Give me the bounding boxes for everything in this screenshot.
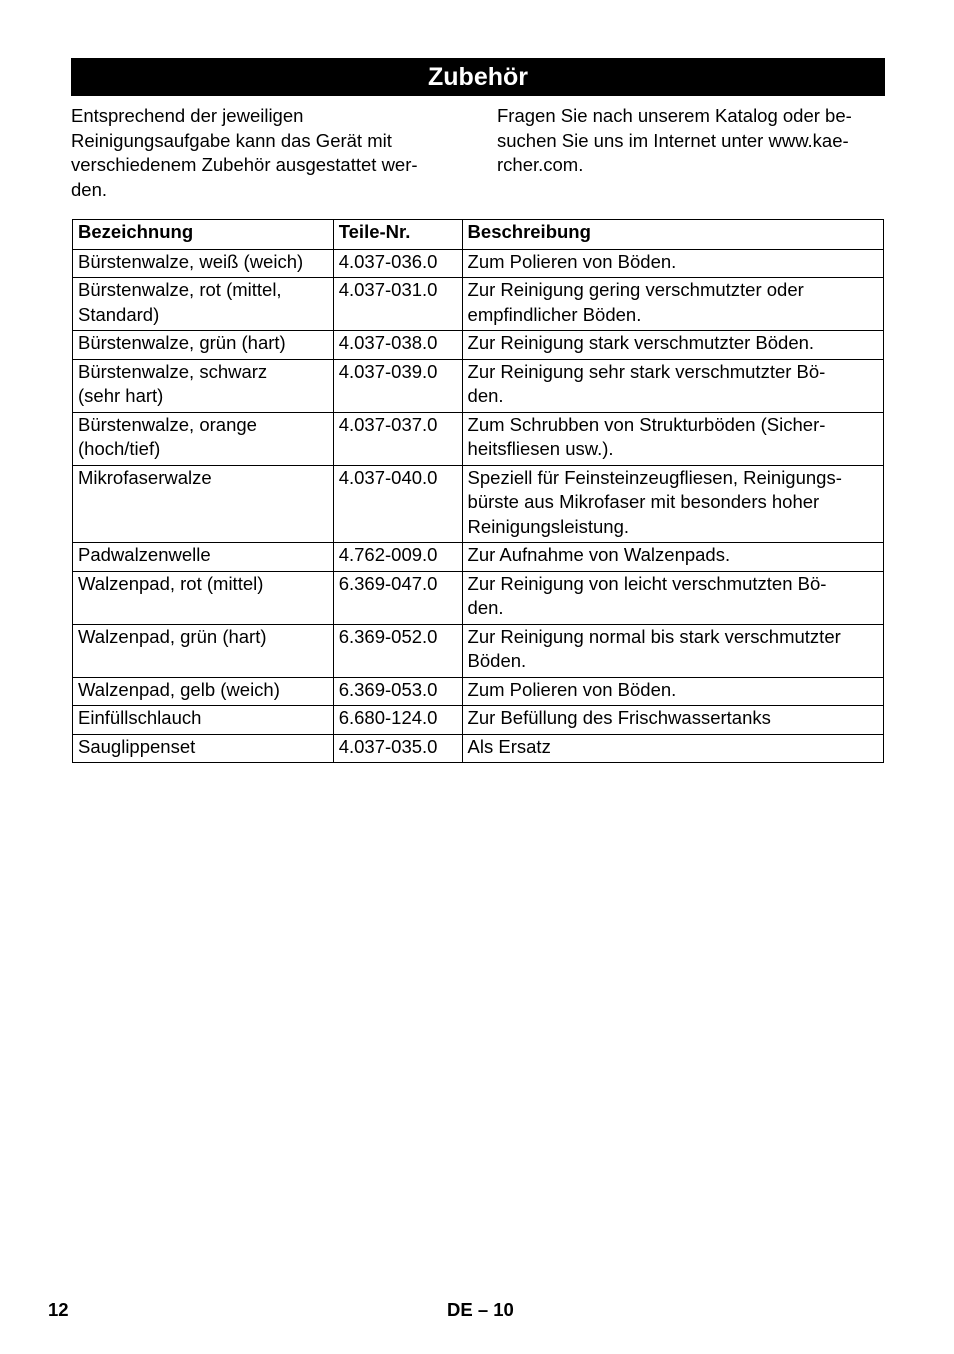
cell-part-number: 4.037-036.0 bbox=[333, 249, 462, 278]
cell-designation: Bürstenwalze, grün (hart) bbox=[73, 331, 334, 360]
cell-description: Zum Schrubben von Strukturböden (Sicher- heitsfliesen usw.). bbox=[462, 412, 883, 465]
table-row bbox=[73, 706, 884, 735]
cell-part-number: 6.680-124.0 bbox=[333, 706, 462, 735]
column-header-part-number: Teile-Nr. bbox=[333, 220, 462, 250]
cell-designation: Bürstenwalze, rot (mittel, Standard) bbox=[73, 278, 334, 331]
cell-designation: Walzenpad, gelb (weich) bbox=[73, 677, 334, 706]
intro-text-right: Fragen Sie nach unserem Katalog oder be- suchen Sie uns im Internet unter www.kae- rcher.com. bbox=[497, 105, 852, 176]
cell-description: Speziell für Feinsteinzeugfliesen, Reinigungs- bürste aus Mikrofaser mit besonders hoher Reinigungsleistung. bbox=[462, 465, 883, 543]
cell-part-number: 4.037-038.0 bbox=[333, 331, 462, 360]
page-number: 12 bbox=[48, 1299, 69, 1320]
cell-part-number: 6.369-047.0 bbox=[333, 571, 462, 624]
cell-description: Zur Befüllung des Frischwassertanks bbox=[462, 706, 883, 735]
table-row bbox=[73, 331, 884, 360]
table-row bbox=[73, 412, 884, 465]
cell-designation: Walzenpad, grün (hart) bbox=[73, 624, 334, 677]
cell-part-number: 4.762-009.0 bbox=[333, 543, 462, 572]
table-header-row bbox=[73, 220, 884, 250]
cell-description: Zur Reinigung stark verschmutzter Böden. bbox=[462, 331, 883, 360]
cell-part-number: 4.037-039.0 bbox=[333, 359, 462, 412]
column-header-description: Beschreibung bbox=[462, 220, 883, 250]
column-header-designation: Bezeichnung bbox=[73, 220, 334, 250]
table-row bbox=[73, 677, 884, 706]
table-row bbox=[73, 624, 884, 677]
cell-description: Zur Reinigung sehr stark verschmutzter Bö- den. bbox=[462, 359, 883, 412]
cell-description: Zum Polieren von Böden. bbox=[462, 249, 883, 278]
accessories-table bbox=[72, 219, 884, 763]
cell-part-number: 4.037-037.0 bbox=[333, 412, 462, 465]
cell-designation: Sauglippenset bbox=[73, 734, 334, 763]
table-row bbox=[73, 359, 884, 412]
cell-description: Als Ersatz bbox=[462, 734, 883, 763]
cell-description: Zur Reinigung von leicht verschmutzten Bö- den. bbox=[462, 571, 883, 624]
table-row bbox=[73, 278, 884, 331]
cell-designation: Padwalzenwelle bbox=[73, 543, 334, 572]
table-row bbox=[73, 571, 884, 624]
cell-designation: Bürstenwalze, schwarz (sehr hart) bbox=[73, 359, 334, 412]
section-page-reference: DE – 10 bbox=[447, 1299, 514, 1320]
cell-designation: Walzenpad, rot (mittel) bbox=[73, 571, 334, 624]
table-row bbox=[73, 734, 884, 763]
table-row bbox=[73, 543, 884, 572]
cell-designation: Einfüllschlauch bbox=[73, 706, 334, 735]
intro-text-left: Entsprechend der jeweiligen Reinigungsaufgabe kann das Gerät mit verschiedenem Zubehör ausgestattet wer- den. bbox=[71, 105, 418, 201]
page-title: Zubehör bbox=[71, 58, 885, 96]
table-row bbox=[73, 249, 884, 278]
cell-description: Zum Polieren von Böden. bbox=[462, 677, 883, 706]
cell-description: Zur Reinigung gering verschmutzter oder empfindlicher Böden. bbox=[462, 278, 883, 331]
cell-description: Zur Aufnahme von Walzenpads. bbox=[462, 543, 883, 572]
cell-part-number: 4.037-035.0 bbox=[333, 734, 462, 763]
cell-designation: Mikrofaserwalze bbox=[73, 465, 334, 543]
table-row bbox=[73, 465, 884, 543]
cell-part-number: 6.369-052.0 bbox=[333, 624, 462, 677]
cell-designation: Bürstenwalze, orange (hoch/tief) bbox=[73, 412, 334, 465]
cell-designation: Bürstenwalze, weiß (weich) bbox=[73, 249, 334, 278]
cell-part-number: 6.369-053.0 bbox=[333, 677, 462, 706]
cell-part-number: 4.037-031.0 bbox=[333, 278, 462, 331]
cell-part-number: 4.037-040.0 bbox=[333, 465, 462, 543]
cell-description: Zur Reinigung normal bis stark verschmutzter Böden. bbox=[462, 624, 883, 677]
